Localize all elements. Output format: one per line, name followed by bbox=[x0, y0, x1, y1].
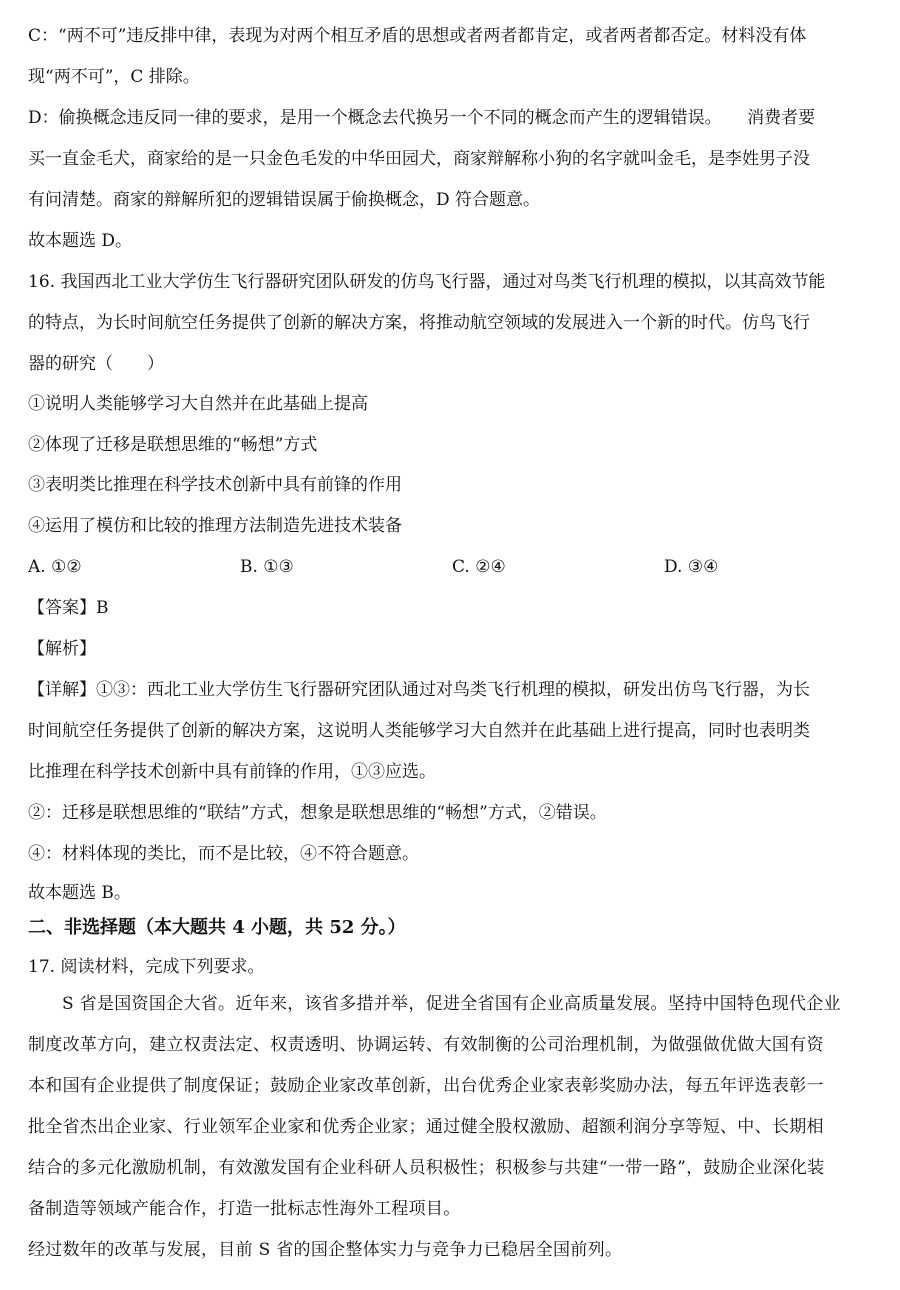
q17-stem: 17. 阅读材料，完成下列要求。 bbox=[28, 957, 265, 977]
q17-material-line-4: 批全省杰出企业家、行业领军企业家和优秀企业家；通过健全股权激励、超额利润分享等短、中、长期相 bbox=[28, 1117, 824, 1137]
q16-item-2: ②体现了迁移是联想思维的“畅想”方式 bbox=[28, 435, 318, 455]
q16-stem-line-2: 的特点，为长时间航空任务提供了创新的解决方案，将推动航空领域的发展进入一个新的时代。仿鸟飞行 bbox=[28, 313, 810, 333]
q16-item-3: ③表明类比推理在科学技术创新中具有前锋的作用 bbox=[28, 475, 402, 495]
q16-item-1: ①说明人类能够学习大自然并在此基础上提高 bbox=[28, 394, 368, 414]
q16-option-b: B. ①③ bbox=[240, 557, 294, 577]
q16-detail-4: ④：材料体现的类比，而不是比较，④不符合题意。 bbox=[28, 844, 419, 864]
q17-material-line-6: 备制造等领域产能合作，打造一批标志性海外工程项目。 bbox=[28, 1199, 461, 1219]
analysis-c-line-1: C：“两不可”违反排中律，表现为对两个相互矛盾的思想或者两者都肯定，或者两者都否定。材料没有体 bbox=[28, 26, 807, 46]
q16-answer: 【答案】B bbox=[28, 598, 109, 618]
q16-detail-line-3: 比推理在科学技术创新中具有前锋的作用，①③应选。 bbox=[28, 762, 436, 782]
section-2-heading: 二、非选择题（本大题共 4 小题，共 52 分。） bbox=[28, 917, 406, 938]
q17-material-line-5: 结合的多元化激励机制，有效激发国有企业科研人员积极性；积极参与共建“一带一路”，鼓励企业深化装 bbox=[28, 1158, 825, 1178]
q17-material-line-1: S 省是国资国企大省。近年来，该省多措并举，促进全省国有企业高质量发展。坚持中国特色现代企业 bbox=[62, 994, 841, 1014]
q16-option-a: A. ①② bbox=[28, 557, 82, 577]
q16-detail-2: ②：迁移是联想思维的“联结”方式，想象是联想思维的“畅想”方式，②错误。 bbox=[28, 803, 607, 823]
q16-option-d: D. ③④ bbox=[664, 557, 719, 577]
q16-analysis-label: 【解析】 bbox=[28, 639, 96, 659]
analysis-d-line-3: 有问清楚。商家的辩解所犯的逻辑错误属于偷换概念，D 符合题意。 bbox=[28, 190, 541, 210]
q16-conclusion: 故本题选 B。 bbox=[28, 883, 131, 903]
q16-item-4: ④运用了模仿和比较的推理方法制造先进技术装备 bbox=[28, 516, 402, 536]
q17-material-line-2: 制度改革方向，建立权责法定、权责透明、协调运转、有效制衡的公司治理机制，为做强做优做大国有资 bbox=[28, 1035, 824, 1055]
analysis-c-line-2: 现“两不可”，C 排除。 bbox=[28, 67, 200, 87]
q17-material-line-3: 本和国有企业提供了制度保证；鼓励企业家改革创新，出台优秀企业家表彰奖励办法，每五年评选表彰一 bbox=[28, 1076, 824, 1096]
q16-option-c: C. ②④ bbox=[452, 557, 506, 577]
analysis-d-line-1: D：偷换概念违反同一律的要求，是用一个概念去代换另一个不同的概念而产生的逻辑错误。 消费者要 bbox=[28, 108, 816, 128]
q16-detail-line-1: 【详解】①③：西北工业大学仿生飞行器研究团队通过对鸟类飞行机理的模拟，研发出仿鸟飞行器，为长 bbox=[28, 680, 810, 700]
analysis-d-line-2: 买一直金毛犬，商家给的是一只金色毛发的中华田园犬，商家辩解称小狗的名字就叫金毛，是李姓男子没 bbox=[28, 149, 810, 169]
q16-stem-line-1: 16. 我国西北工业大学仿生飞行器研究团队研发的仿鸟飞行器，通过对鸟类飞行机理的模拟，以其高效节能 bbox=[28, 272, 826, 292]
q16-detail-line-2: 时间航空任务提供了创新的解决方案，这说明人类能够学习大自然并在此基础上进行提高，同时也表明类 bbox=[28, 721, 810, 741]
q16-stem-line-3: 器的研究（ ） bbox=[28, 354, 164, 374]
conclusion-15: 故本题选 D。 bbox=[28, 231, 133, 251]
q17-material-line-7: 经过数年的改革与发展，目前 S 省的国企整体实力与竞争力已稳居全国前列。 bbox=[28, 1240, 623, 1260]
